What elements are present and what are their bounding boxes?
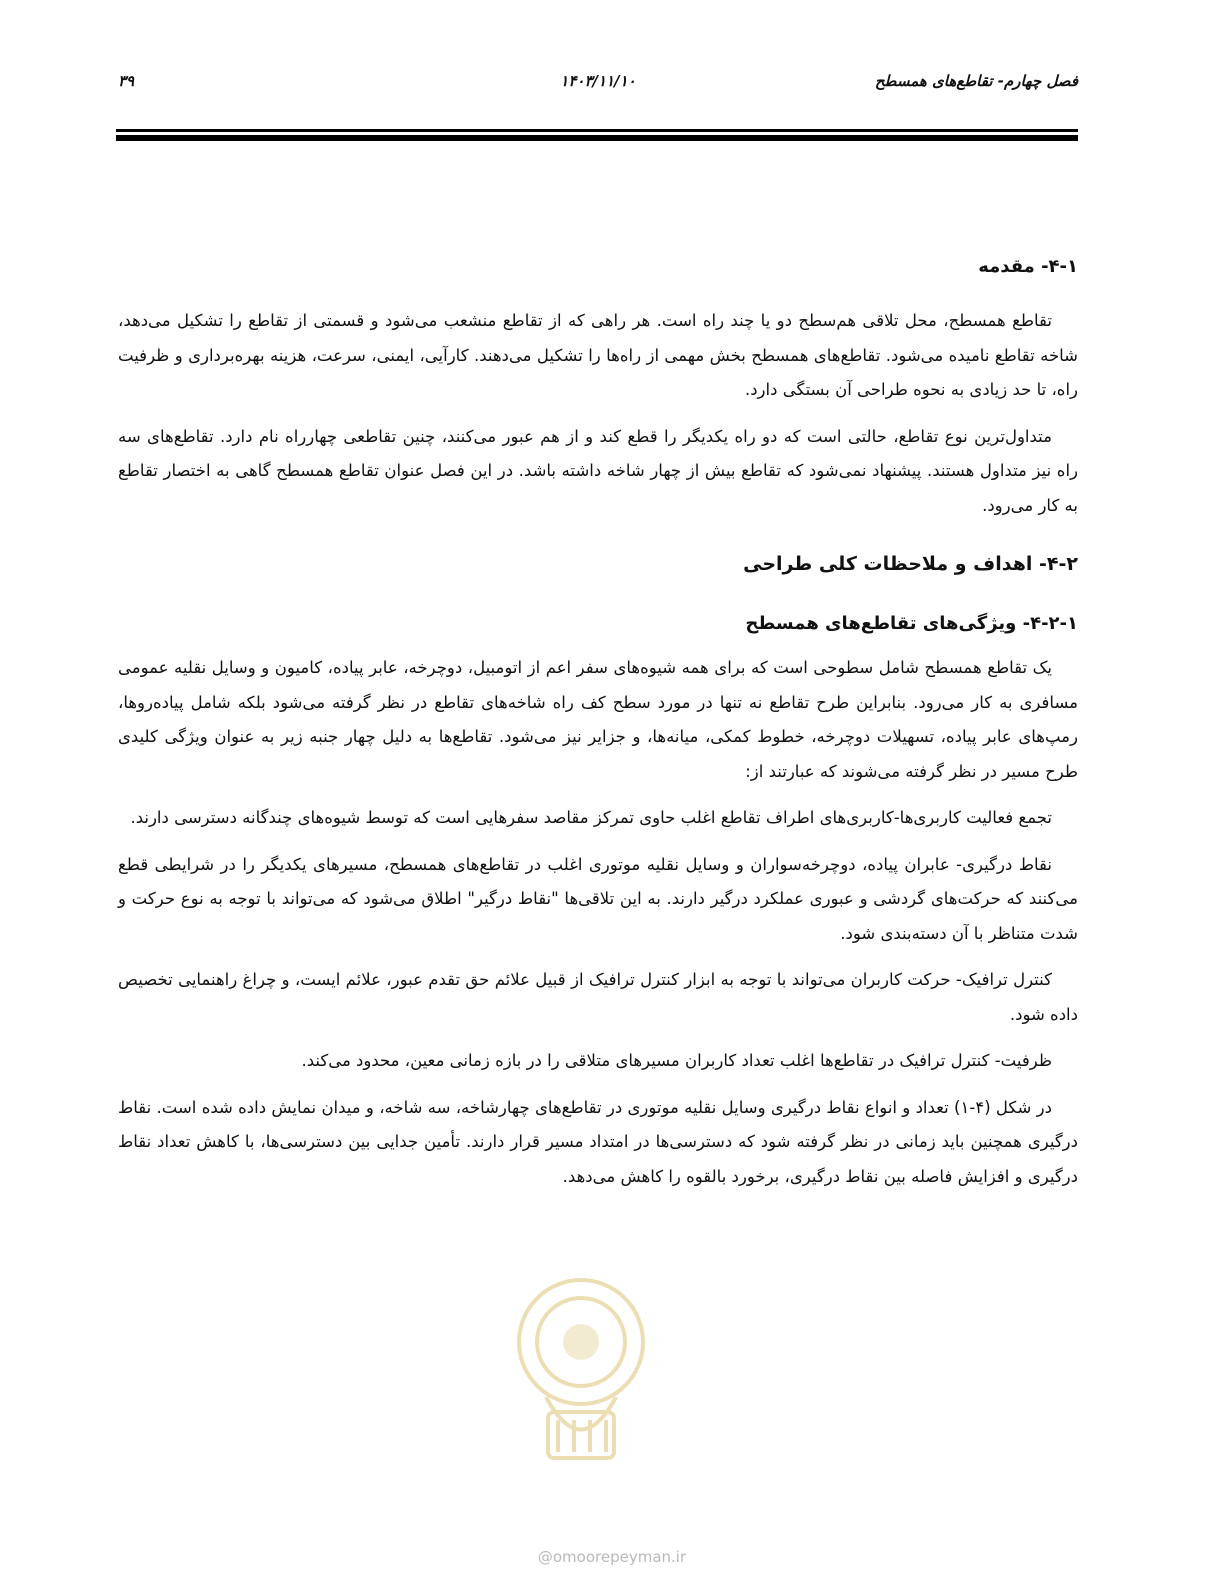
header-rule-thick <box>116 135 1078 141</box>
watermark-url: @omoorepeyman.ir <box>537 1548 687 1566</box>
paragraph-figure-ref: در شکل (۴-۱) تعداد و انواع نقاط درگیری وسایل نقلیه موتوری در تقاطع‌های چهارشاخه، سه شاخه، و میدان نمایش داده شده است. نقاط درگیری همچنین باید زمانی در نظر گرفته شود که دسترسی‌ها در امتداد مسیر قرار دارند. تأمین جدایی بین دسترسی‌ها، با کاهش تعداد نقاط درگیری و افزایش فاصله بین نقاط درگیری، برخورد بالقوه را کاهش می‌دهد. <box>118 1097 1078 1186</box>
paragraph-conflict-points: نقاط درگیری- عابران پیاده، دوچرخه‌سواران و وسایل نقلیه موتوری اغلب در تقاطع‌های همسطح، مسیرهای یکدیگر را در شرایطی قطع می‌کنند که حرکت‌های گردشی و عبوری عملکرد درگیر دارند. به این تلاقی‌ها "نقاط درگیر" اطلاق می‌شود که می‌تواند با توجه به نوع حرکت و شدت متناظر با آن دسته‌بندی شود. <box>118 854 1078 943</box>
paragraph-capacity: ظرفیت- کنترل ترافیک در تقاطع‌ها اغلب تعداد کاربران مسیرهای متلاقی را در بازه زمانی معین، محدود می‌کند. <box>301 1051 1052 1070</box>
page-number: ۳۹ <box>118 72 135 90</box>
paragraph-intro-1: تقاطع همسطح، محل تلاقی هم‌سطح دو یا چند راه است. هر راهی که از تقاطع منشعب می‌شود و قسمتی از تقاطع را تشکیل می‌دهد، شاخه تقاطع نامیده می‌شود. تقاطع‌های همسطح بخش مهمی از راه‌ها را تشکیل می‌دهند. کارآیی، ایمنی، سرعت، هزینه بهره‌برداری و ظرفیت راه، تا حد زیادی به نحوه طراحی آن بستگی دارد. <box>118 311 1078 399</box>
paragraph-traffic-control: کنترل ترافیک- حرکت کاربران می‌تواند با توجه به ابزار کنترل ترافیک از قبیل علائم حق تقدم عبور، علائم ایست، و چراغ راهنمایی تخصیص داده شود. <box>118 970 1078 1024</box>
watermark-seal-logo <box>486 1262 676 1472</box>
section-heading-intro: ۴-۱- مقدمه <box>978 256 1078 277</box>
paragraph-intro-2: متداول‌ترین نوع تقاطع، حالتی است که دو راه یکدیگر را قطع کند و از هم عبور می‌کنند، چنین تقاطعی چهارراه نام دارد. تقاطع‌های سه راه نیز متداول هستند. پیشنهاد نمی‌شود که تقاطع بیش از چهار شاخه داشته باشد. در این فصل عنوان تقاطع همسطح گاهی به اختصار تقاطع به کار می‌رود. <box>118 426 1078 515</box>
header-date: ۱۴۰۳/۱۱/۱۰ <box>560 72 636 90</box>
page-header <box>118 72 1078 102</box>
paragraph-features-1: یک تقاطع همسطح شامل سطوحی است که برای همه شیوه‌های سفر اعم از اتومبیل، دوچرخه، عابر پیاده، کامیون و وسایل نقلیه عمومی مسافری به کار می‌رود. بنابراین طرح تقاطع نه تنها در مورد سطح کف راه شاخه‌های تقاطع در نظر گرفته می‌شود بلکه شامل پیاده‌روها، رمپ‌های عابر پیاده، تسهیلات دوچرخه، خطوط کمکی، میانه‌ها، و جزایر نیز می‌شود. تقاطع‌ها به دلیل چهار جنبه زیر به عنوان ویژگی کلیدی طرح مسیر در نظر گرفته می‌شوند که عبارتند از: <box>118 658 1078 781</box>
page-body <box>118 252 1078 1194</box>
header-rule-thin <box>116 129 1078 132</box>
paragraph-activity: تجمع فعالیت کاربری‌ها-کاربری‌های اطراف تقاطع اغلب حاوی تمرکز مقاصد سفرهایی است که توسط شیوه‌های چندگانه دسترسی دارند. <box>130 808 1052 827</box>
section-heading-goals: ۴-۲- اهداف و ملاحظات کلی طراحی <box>743 553 1078 575</box>
chapter-title: فصل چهارم- تقاطع‌های همسطح <box>874 72 1078 90</box>
subsection-heading-features: ۴-۲-۱- ویژگی‌های تقاطع‌های همسطح <box>745 613 1078 634</box>
